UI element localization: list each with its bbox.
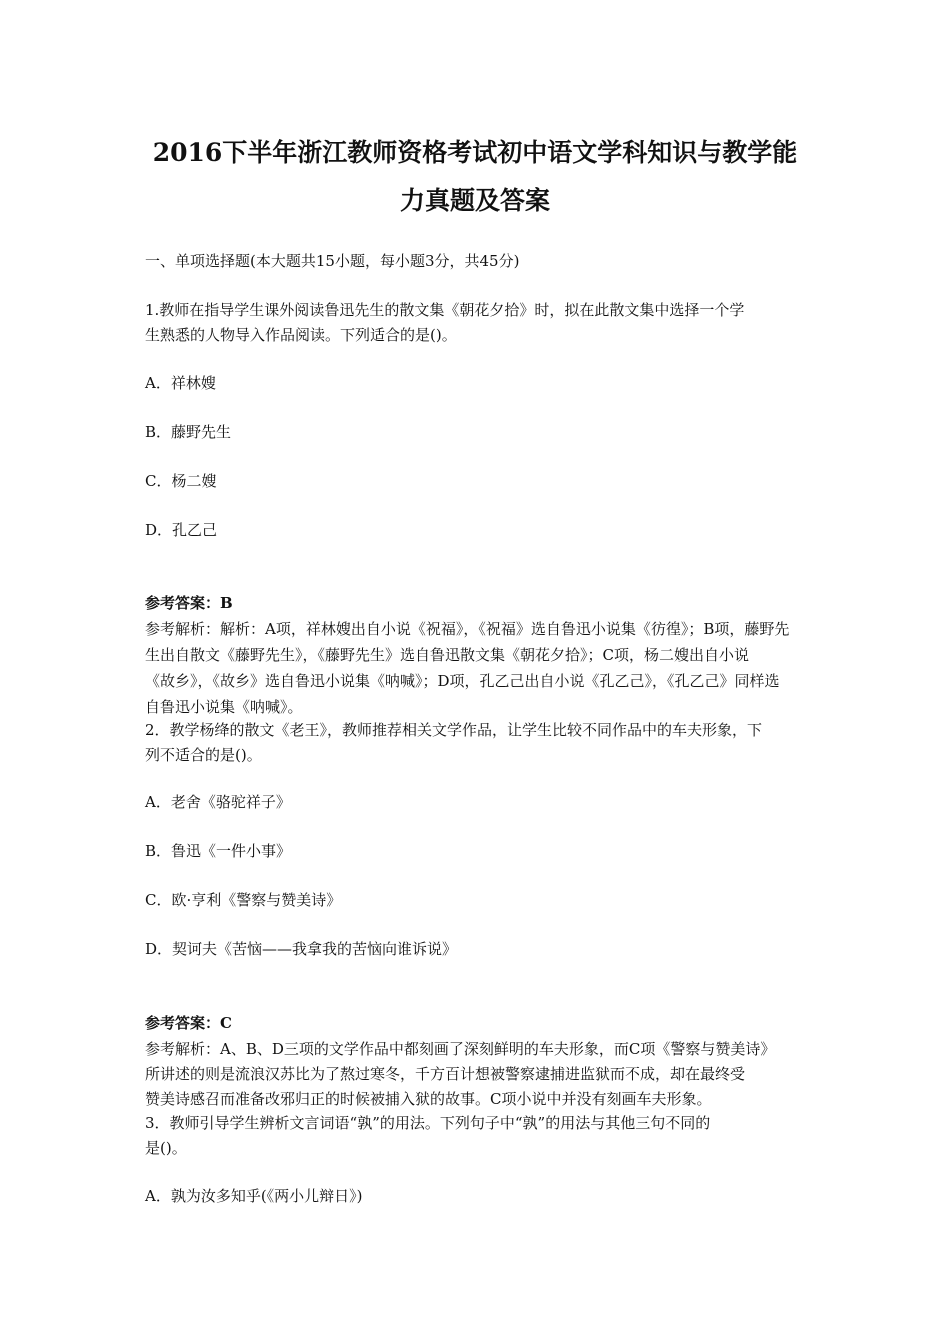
q2-analysis-line-1: 参考解析：A、B、D三项的文学作品中都刻画了深刻鲜明的车夫形象，而C项《警察与赞美诗》 — [145, 1040, 776, 1058]
q3-option-a: A．孰为汝多知乎(《两小儿辩日》) — [145, 1187, 363, 1205]
q1-answer: 参考答案：B — [145, 594, 233, 612]
q2-analysis-line-3: 赞美诗感召而准备改邪归正的时候被捕入狱的故事。C项小说中并没有刻画车夫形象。 — [145, 1090, 712, 1108]
q2-option-b: B．鲁迅《一件小事》 — [145, 842, 292, 860]
q2-option-d: D．契诃夫《苦恼——我拿我的苦恼向谁诉说》 — [145, 940, 458, 958]
q1-analysis-line-1: 参考解析：解析：A项，祥林嫂出自小说《祝福》，《祝福》选自鲁迅小说集《彷徨》；B项，藤野先 — [145, 620, 790, 638]
q1-analysis-line-3: 《故乡》，《故乡》选自鲁迅小说集《呐喊》；D项，孔乙己出自小说《孔乙己》，《孔乙己》同样选 — [145, 672, 780, 690]
section-heading: 一、单项选择题(本大题共15小题，每小题3分，共45分) — [145, 252, 520, 270]
q1-stem-line-1: 1.教师在指导学生课外阅读鲁迅先生的散文集《朝花夕拾》时，拟在此散文集中选择一个学 — [145, 301, 745, 319]
title-line-2: 力真题及答案 — [399, 186, 550, 215]
q2-stem-line-1: 2．教学杨绛的散文《老王》，教师推荐相关文学作品，让学生比较不同作品中的车夫形象，下 — [145, 721, 763, 739]
q2-stem-line-2: 列不适合的是()。 — [145, 746, 262, 764]
q3-stem-line-2: 是()。 — [145, 1139, 187, 1157]
q1-analysis-line-2: 生出自散文《藤野先生》，《藤野先生》选自鲁迅散文集《朝花夕拾》；C项，杨二嫂出自小说 — [145, 646, 749, 664]
q1-option-c: C．杨二嫂 — [145, 472, 217, 490]
q1-option-b: B．藤野先生 — [145, 423, 232, 441]
q3-stem-line-1: 3．教师引导学生辨析文言词语“孰”的用法。下列句子中“孰”的用法与其他三句不同的 — [145, 1114, 711, 1132]
q2-analysis-line-2: 所讲述的则是流浪汉苏比为了熬过寒冬，千方百计想被警察逮捕进监狱而不成，却在最终受 — [145, 1065, 746, 1083]
title-line-1: 2016下半年浙江教师资格考试初中语文学科知识与教学能 — [152, 138, 798, 167]
q2-option-c: C．欧·亨利《警察与赞美诗》 — [145, 891, 342, 909]
q1-stem-line-2: 生熟悉的人物导入作品阅读。下列适合的是()。 — [145, 326, 457, 344]
q2-option-a: A．老舍《骆驼祥子》 — [145, 793, 291, 811]
q1-option-d: D．孔乙己 — [145, 521, 218, 539]
q1-analysis-line-4: 自鲁迅小说集《呐喊》。 — [145, 698, 303, 716]
q2-answer: 参考答案：C — [145, 1014, 232, 1032]
q1-option-a: A．祥林嫂 — [145, 374, 216, 392]
